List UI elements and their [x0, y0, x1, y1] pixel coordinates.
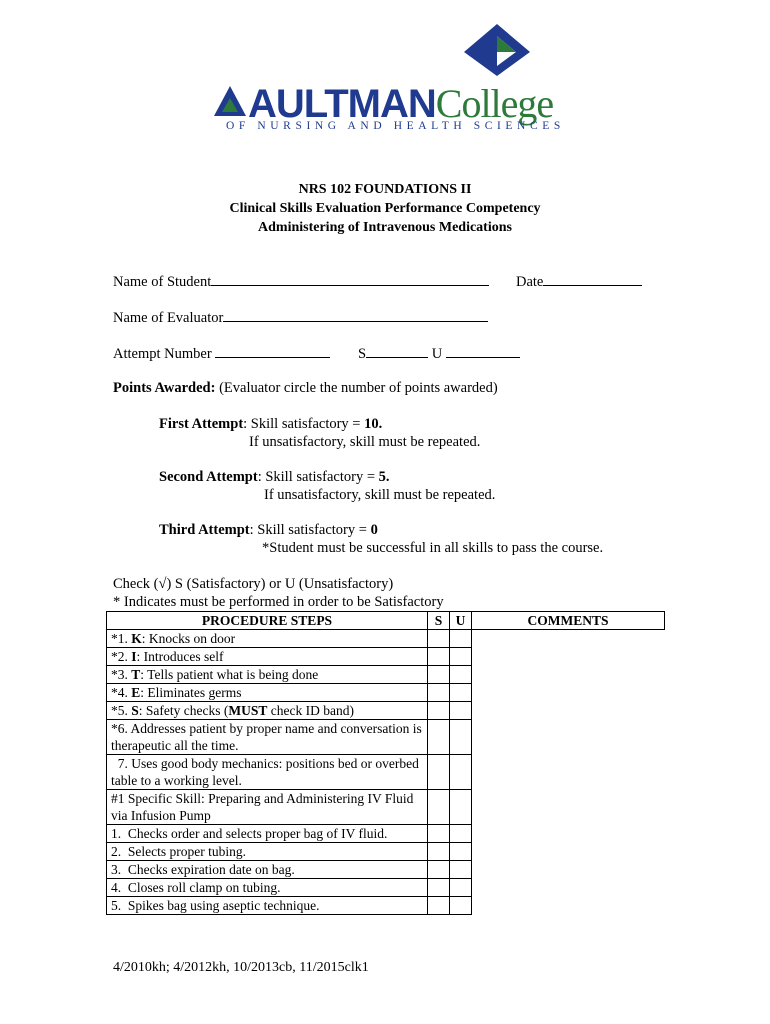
- s-check-cell[interactable]: [428, 755, 450, 790]
- u-check-cell[interactable]: [450, 790, 472, 825]
- third-attempt-text: : Skill satisfactory =: [249, 522, 371, 538]
- table-row: [107, 684, 665, 702]
- s-check-cell[interactable]: [428, 648, 450, 666]
- step-cell: 5. Spikes bag using aseptic technique.: [107, 897, 428, 915]
- step-cell: 2. Selects proper tubing.: [107, 843, 428, 861]
- table-row: [107, 825, 665, 843]
- u-check-cell[interactable]: [450, 879, 472, 897]
- date-field[interactable]: [543, 272, 642, 286]
- u-check-cell[interactable]: [450, 843, 472, 861]
- evaluator-row: [113, 308, 488, 327]
- u-check-cell[interactable]: [450, 648, 472, 666]
- check-instruction: Check (√) S (Satisfactory) or U (Unsatisfactory): [113, 576, 394, 592]
- u-check-cell[interactable]: [450, 666, 472, 684]
- table-row: [107, 897, 665, 915]
- second-attempt-label: Second Attempt: [159, 469, 258, 485]
- attempt-label: Attempt Number: [113, 346, 212, 362]
- u-field[interactable]: [446, 344, 520, 358]
- table-row: [107, 666, 665, 684]
- header-procedure-steps: PROCEDURE STEPS: [107, 612, 428, 630]
- logo-name-college: College: [435, 81, 554, 126]
- step-cell: *4. E: Eliminates germs: [107, 684, 428, 702]
- student-name-label: Name of Student: [113, 274, 212, 290]
- logo-tagline: OF NURSING AND HEALTH SCIENCES: [226, 120, 565, 132]
- form-subtitle: Administering of Intravenous Medications: [258, 220, 512, 235]
- s-check-cell[interactable]: [428, 861, 450, 879]
- step-cell: *6. Addresses patient by proper name and conversation is therapeutic all the time.: [107, 720, 428, 755]
- logo-wordmark: [248, 81, 554, 126]
- u-check-cell[interactable]: [450, 684, 472, 702]
- table-row: [107, 861, 665, 879]
- u-check-cell[interactable]: [450, 720, 472, 755]
- table-row: [107, 648, 665, 666]
- s-check-cell[interactable]: [428, 843, 450, 861]
- student-name-field[interactable]: [211, 272, 489, 286]
- step-cell: 3. Checks expiration date on bag.: [107, 861, 428, 879]
- step-cell: 4. Closes roll clamp on tubing.: [107, 879, 428, 897]
- s-field[interactable]: [366, 344, 428, 358]
- u-check-cell[interactable]: [450, 630, 472, 648]
- header-s: S: [428, 612, 450, 630]
- su-row: [358, 344, 520, 363]
- evaluator-label: Name of Evaluator: [113, 310, 224, 326]
- revision-footer: 4/2010kh; 4/2012kh, 10/2013cb, 11/2015clk1: [113, 960, 369, 975]
- step-cell: *2. I: Introduces self: [107, 648, 428, 666]
- third-attempt-label: Third Attempt: [159, 522, 250, 538]
- points-awarded: [113, 380, 498, 397]
- table-row: [107, 630, 665, 648]
- logo-emblem-icon: [460, 22, 534, 78]
- s-check-cell[interactable]: [428, 790, 450, 825]
- step-cell: *5. S: Safety checks (MUST check ID band): [107, 702, 428, 720]
- table-row: [107, 720, 665, 755]
- step-cell: *3. T: Tells patient what is being done: [107, 666, 428, 684]
- table-row: [107, 843, 665, 861]
- table-row: [107, 790, 665, 825]
- table-row: [107, 702, 665, 720]
- second-attempt: [159, 469, 390, 486]
- s-check-cell[interactable]: [428, 702, 450, 720]
- s-check-cell[interactable]: [428, 684, 450, 702]
- form-title: Clinical Skills Evaluation Performance Competency: [229, 201, 541, 216]
- step-cell: *1. K: Knocks on door: [107, 630, 428, 648]
- first-attempt-value: 10.: [364, 416, 383, 432]
- s-check-cell[interactable]: [428, 879, 450, 897]
- u-check-cell[interactable]: [450, 702, 472, 720]
- third-attempt: [159, 522, 378, 539]
- logo-name-aultman: AULTMAN: [248, 82, 436, 126]
- course-title: NRS 102 FOUNDATIONS II: [298, 182, 472, 197]
- student-name-row: [113, 272, 489, 291]
- first-attempt-text: : Skill satisfactory =: [243, 416, 365, 432]
- table-row: [107, 879, 665, 897]
- first-attempt-fail: If unsatisfactory, skill must be repeated.: [249, 434, 481, 450]
- points-note: (Evaluator circle the number of points awarded): [215, 380, 498, 396]
- header-comments[interactable]: COMMENTS: [472, 612, 665, 630]
- header-u: U: [450, 612, 472, 630]
- logo-triangle-icon: [212, 84, 248, 118]
- table-row: [107, 755, 665, 790]
- second-attempt-value: 5.: [378, 469, 390, 485]
- u-check-cell[interactable]: [450, 755, 472, 790]
- date-row: [516, 272, 642, 291]
- points-label: Points Awarded:: [113, 380, 216, 396]
- first-attempt: [159, 416, 382, 433]
- attempt-field[interactable]: [215, 344, 330, 358]
- s-label: S: [358, 346, 367, 362]
- u-check-cell[interactable]: [450, 825, 472, 843]
- step-cell: 7. Uses good body mechanics: positions bed or overbed table to a working level.: [107, 755, 428, 790]
- second-attempt-fail: If unsatisfactory, skill must be repeated.: [264, 487, 496, 503]
- step-cell: 1. Checks order and selects proper bag of IV fluid.: [107, 825, 428, 843]
- u-check-cell[interactable]: [450, 897, 472, 915]
- u-label: U: [431, 346, 443, 362]
- u-check-cell[interactable]: [450, 861, 472, 879]
- s-check-cell[interactable]: [428, 825, 450, 843]
- college-logo: [210, 22, 610, 137]
- s-check-cell[interactable]: [428, 720, 450, 755]
- third-attempt-note: *Student must be successful in all skills to pass the course.: [262, 540, 604, 556]
- table-header-row: [107, 612, 665, 630]
- specific-skill-heading: #1 Specific Skill: Preparing and Administering IV Fluid via Infusion Pump: [107, 790, 428, 825]
- second-attempt-text: : Skill satisfactory =: [257, 469, 379, 485]
- procedure-table: [106, 611, 665, 915]
- required-instruction: * Indicates must be performed in order to be Satisfactory: [113, 594, 444, 610]
- third-attempt-value: 0: [370, 522, 378, 538]
- attempt-row: [113, 344, 330, 363]
- evaluator-field[interactable]: [223, 308, 488, 322]
- s-check-cell[interactable]: [428, 630, 450, 648]
- s-check-cell[interactable]: [428, 666, 450, 684]
- s-check-cell[interactable]: [428, 897, 450, 915]
- date-label: Date: [516, 274, 544, 290]
- first-attempt-label: First Attempt: [159, 416, 244, 432]
